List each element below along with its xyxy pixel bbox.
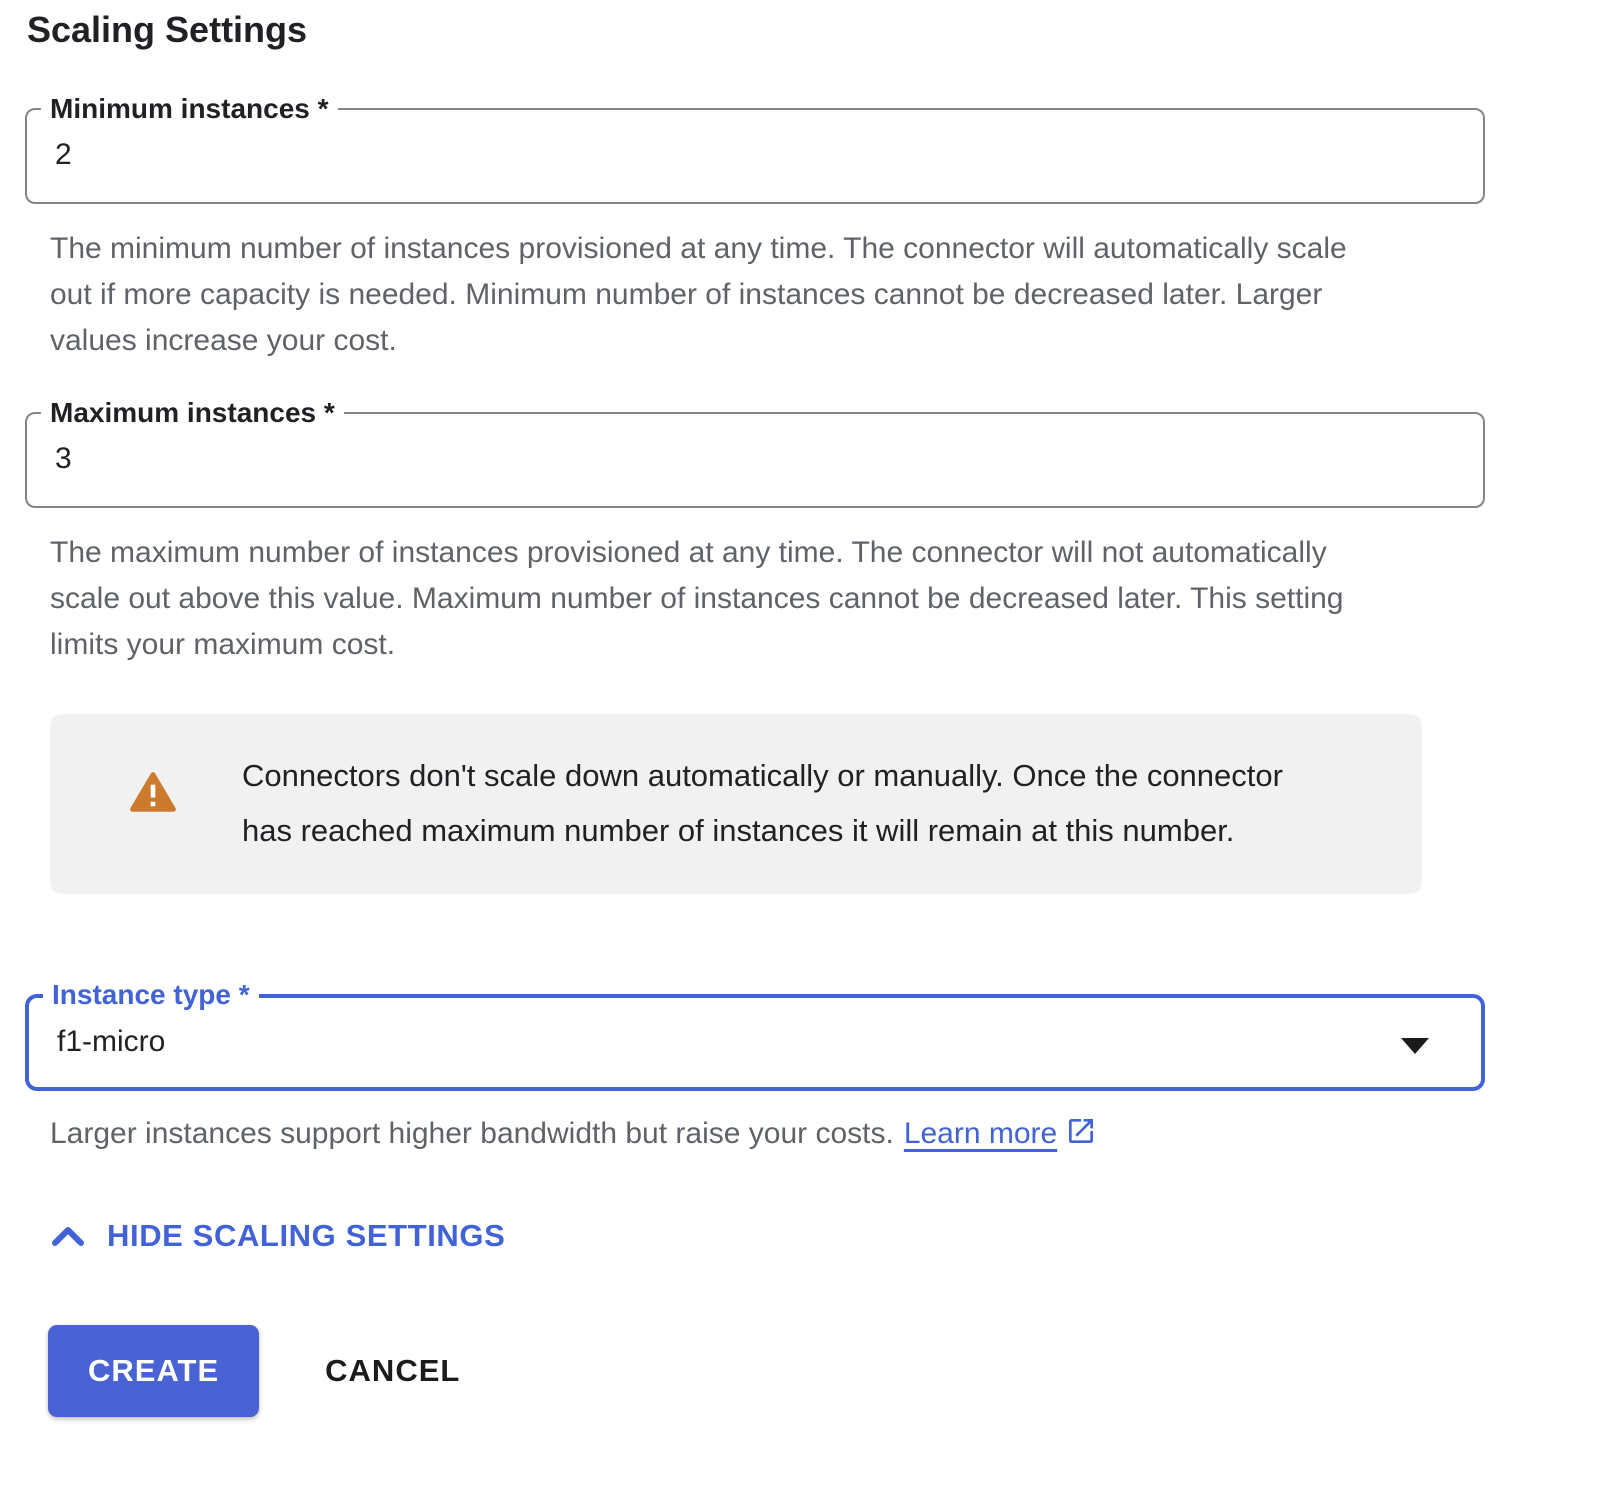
instance-type-help [50,1111,1450,1161]
maximum-instances-label: Maximum instances * [41,397,344,429]
instance-type-select[interactable] [25,979,1485,1091]
minimum-instances-help: The minimum number of instances provisioned at any time. The connector will automatically scale out if more capacity is needed. Minimum number of instances cannot be decreased later. Larger values increase your cost. [50,232,1347,357]
hide-scaling-settings-toggle[interactable] [51,1217,505,1255]
hide-scaling-settings-label: HIDE SCALING SETTINGS [107,1218,506,1253]
minimum-instances-label: Minimum instances * [41,93,338,125]
instance-type-help-text: Larger instances support higher bandwidth but raise your costs. [50,1117,894,1150]
maximum-instances-field[interactable] [25,397,1485,508]
minimum-instances-input[interactable]: 2 [55,138,72,171]
minimum-instances-field[interactable] [25,93,1485,204]
chevron-up-icon [51,1219,85,1255]
maximum-instances-input[interactable]: 3 [55,442,72,475]
external-link-icon[interactable] [1065,1115,1097,1161]
maximum-instances-help: The maximum number of instances provisioned at any time. The connector will not automatically scale out above this value. Maximum number of instances cannot be decreased later. This setting limits your maximum cost. [50,536,1344,661]
learn-more-link[interactable]: Learn more [903,1117,1058,1150]
warning-banner [50,714,1422,894]
cancel-button[interactable]: CANCEL [325,1353,461,1388]
warning-text: Connectors don't scale down automatically or manually. Once the connector has reached maximum number of instances it will remain at this number. [242,758,1283,848]
form-actions [48,1325,1485,1417]
instance-type-value: f1-micro [57,1025,166,1058]
instance-type-label: Instance type * [43,979,259,1011]
dropdown-arrow-icon[interactable] [1401,1038,1429,1054]
warning-icon [128,770,178,821]
create-button[interactable]: CREATE [48,1325,259,1417]
page-title: Scaling Settings [27,9,308,50]
